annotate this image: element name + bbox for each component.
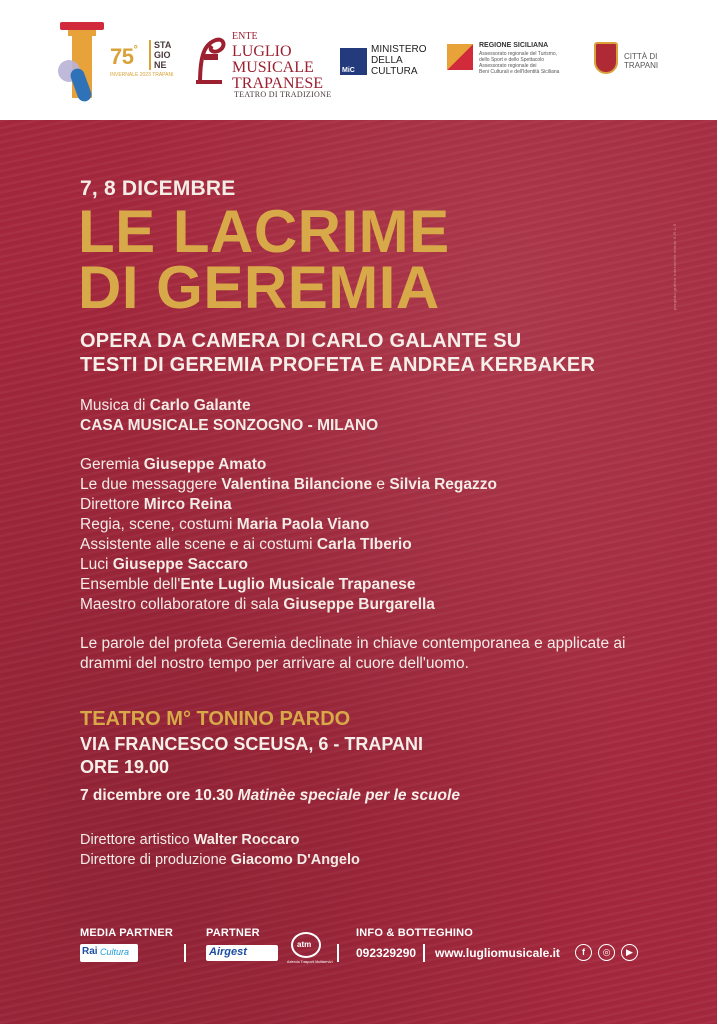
airgest-logo bbox=[206, 945, 278, 961]
partner-label: PARTNER bbox=[206, 927, 260, 939]
ente-tagline: TEATRO DI TRADIZIONE bbox=[234, 90, 332, 99]
info-label: INFO & BOTTEGHINO bbox=[356, 927, 474, 939]
title-line-1: LE LACRIME bbox=[78, 198, 450, 265]
box-office-phone[interactable]: 092329290 bbox=[356, 946, 417, 960]
cast-name: Ente Luglio Musicale Trapanese bbox=[180, 576, 416, 593]
cast-row bbox=[80, 495, 497, 515]
trapani-line1: CITTÀ DI bbox=[624, 52, 658, 61]
mic-line3: CULTURA bbox=[371, 66, 418, 77]
graphic-credit: progetto grafico Interactive minds S.R.L.S bbox=[672, 223, 677, 310]
trapani-shield-icon bbox=[594, 42, 618, 74]
cast-row bbox=[80, 575, 497, 595]
composer-label: Musica di bbox=[80, 397, 150, 414]
youtube-icon[interactable]: ▶ bbox=[621, 944, 638, 961]
venue-address: VIA FRANCESCO SCEUSA, 6 - TRAPANI bbox=[80, 734, 424, 754]
venue-name: TEATRO M° TONINO PARDO bbox=[80, 708, 351, 730]
trapani-wordmark bbox=[624, 52, 658, 70]
publisher-name: CASA MUSICALE SONZOGNO - MILANO bbox=[80, 417, 379, 434]
rai-channel: Cultura bbox=[100, 947, 130, 957]
mic-line2: DELLA bbox=[371, 55, 403, 66]
trinacria-icon bbox=[447, 44, 473, 70]
cast-role: Ensemble dell' bbox=[80, 576, 181, 593]
rai-brand: Rai bbox=[82, 946, 98, 957]
ente-line4: TRAPANESE bbox=[232, 75, 323, 92]
sicilia-line2: dello Sport e dello Spettacolo bbox=[479, 57, 545, 63]
invernale-label: INVERNALE 2023 TRAPANI bbox=[110, 72, 174, 78]
ente-wordmark bbox=[232, 30, 323, 92]
mic-line1: MINISTERO bbox=[371, 44, 427, 55]
subtitle-line-1: OPERA DA CAMERA DI CARLO GALANTE SU bbox=[80, 330, 522, 352]
production-director-role: Direttore di produzione bbox=[80, 852, 231, 868]
rai-cultura-logo bbox=[80, 944, 138, 962]
opera-description: Le parole del profeta Geremia declinate in chiave contemporanea e applicate ai drammi del nostro tempo per arrivare al cuore dell'uomo. bbox=[80, 635, 626, 672]
ente-emblem-icon bbox=[194, 36, 228, 86]
ministero-cultura-logo bbox=[340, 44, 436, 80]
cast-name: Silvia Regazzo bbox=[389, 476, 497, 493]
cast-role: Direttore bbox=[80, 496, 144, 513]
media-partner-label: MEDIA PARTNER bbox=[80, 927, 174, 939]
mic-badge-icon bbox=[340, 48, 367, 75]
airgest-text: Airgest bbox=[209, 946, 247, 958]
cast-row bbox=[80, 535, 497, 555]
logo-strip bbox=[0, 0, 717, 120]
sicilia-line1: Assessorato regionale del Turismo, bbox=[479, 51, 558, 57]
cast-name: Giuseppe Saccaro bbox=[112, 556, 249, 573]
title-line-2: DI GEREMIA bbox=[78, 254, 440, 321]
cast-name: Maria Paola Viano bbox=[236, 516, 370, 533]
cast-row bbox=[80, 475, 497, 495]
artistic-director-name: Walter Roccaro bbox=[193, 832, 300, 848]
anniversary-number: 75° bbox=[110, 44, 138, 69]
trapani-line2: TRAPANI bbox=[624, 61, 659, 70]
show-time: ORE 19.00 bbox=[80, 757, 170, 777]
production-director-name: Giacomo D'Angelo bbox=[230, 852, 360, 868]
ente-line2: LUGLIO bbox=[232, 43, 292, 60]
cast-role: Luci bbox=[80, 556, 113, 573]
atm-tagline: Azienda Trasporti Multiservizi bbox=[287, 960, 333, 964]
cast-list bbox=[80, 455, 497, 615]
atm-logo bbox=[287, 932, 333, 966]
composer-name: Carlo Galante bbox=[149, 397, 251, 414]
mic-badge-text: MiC bbox=[342, 67, 355, 74]
cast-role: Assistente alle scene e ai costumi bbox=[80, 536, 317, 553]
column-capital-icon bbox=[60, 22, 104, 30]
stagione-label: STA GIO NE bbox=[149, 40, 179, 70]
cast-name: Giuseppe Burgarella bbox=[283, 596, 435, 613]
publisher-line bbox=[80, 416, 378, 436]
cast-name: Mirco Reina bbox=[143, 496, 232, 513]
atm-text: atm bbox=[297, 940, 312, 949]
sicilia-title: REGIONE SICILIANA bbox=[479, 42, 549, 49]
mic-wordmark bbox=[371, 44, 427, 77]
footer-divider bbox=[184, 944, 186, 962]
artistic-director-role: Direttore artistico bbox=[80, 832, 194, 848]
ente-line1: ENTE bbox=[232, 31, 258, 42]
cast-role: Maestro collaboratore di sala bbox=[80, 596, 284, 613]
cast-row bbox=[80, 455, 497, 475]
cast-joiner: e bbox=[372, 476, 390, 493]
citta-trapani-logo bbox=[594, 42, 672, 82]
cast-role: Regia, scene, costumi bbox=[80, 516, 237, 533]
artistic-director-line bbox=[80, 830, 360, 850]
ente-line3: MUSICALE bbox=[232, 59, 314, 76]
venue-details bbox=[80, 733, 423, 779]
website-link[interactable]: www.lugliomusicale.it bbox=[435, 946, 560, 960]
regione-siciliana-logo bbox=[447, 40, 582, 82]
cast-row bbox=[80, 555, 497, 575]
cast-name: Valentina Bilancione bbox=[221, 476, 373, 493]
sicilia-line4: Beni Culturali e dell'Identità Siciliana bbox=[479, 69, 560, 75]
cast-row bbox=[80, 515, 497, 535]
facebook-icon[interactable]: f bbox=[575, 944, 592, 961]
music-credits bbox=[80, 396, 378, 436]
direction-credits bbox=[80, 830, 360, 870]
footer-divider bbox=[337, 944, 339, 962]
matinee-time: 7 dicembre ore 10.30 bbox=[80, 787, 238, 804]
page-title bbox=[78, 198, 450, 321]
cast-name: Carla TIberio bbox=[316, 536, 412, 553]
sicilia-assessorati bbox=[479, 51, 559, 75]
cast-name: Giuseppe Amato bbox=[143, 456, 267, 473]
stagione-75-logo bbox=[56, 22, 186, 114]
footer-divider bbox=[423, 944, 425, 962]
ente-luglio-logo bbox=[194, 30, 332, 104]
sicilia-line3: Assessorato regionale dei bbox=[479, 63, 537, 69]
matinee-label: Matinèe speciale per le scuole bbox=[237, 787, 460, 804]
instagram-icon[interactable]: ◎ bbox=[598, 944, 615, 961]
production-director-line bbox=[80, 850, 360, 870]
composer-line bbox=[80, 396, 378, 416]
event-dates: 7, 8 DICEMBRE bbox=[80, 177, 236, 200]
cast-role: Le due messaggere bbox=[80, 476, 222, 493]
cast-role: Geremia bbox=[80, 456, 144, 473]
cast-row bbox=[80, 595, 497, 615]
matinee-note bbox=[80, 787, 460, 805]
subtitle-line-2: TESTI DI GEREMIA PROFETA E ANDREA KERBAKER bbox=[80, 354, 596, 376]
opera-subtitle bbox=[80, 329, 595, 377]
